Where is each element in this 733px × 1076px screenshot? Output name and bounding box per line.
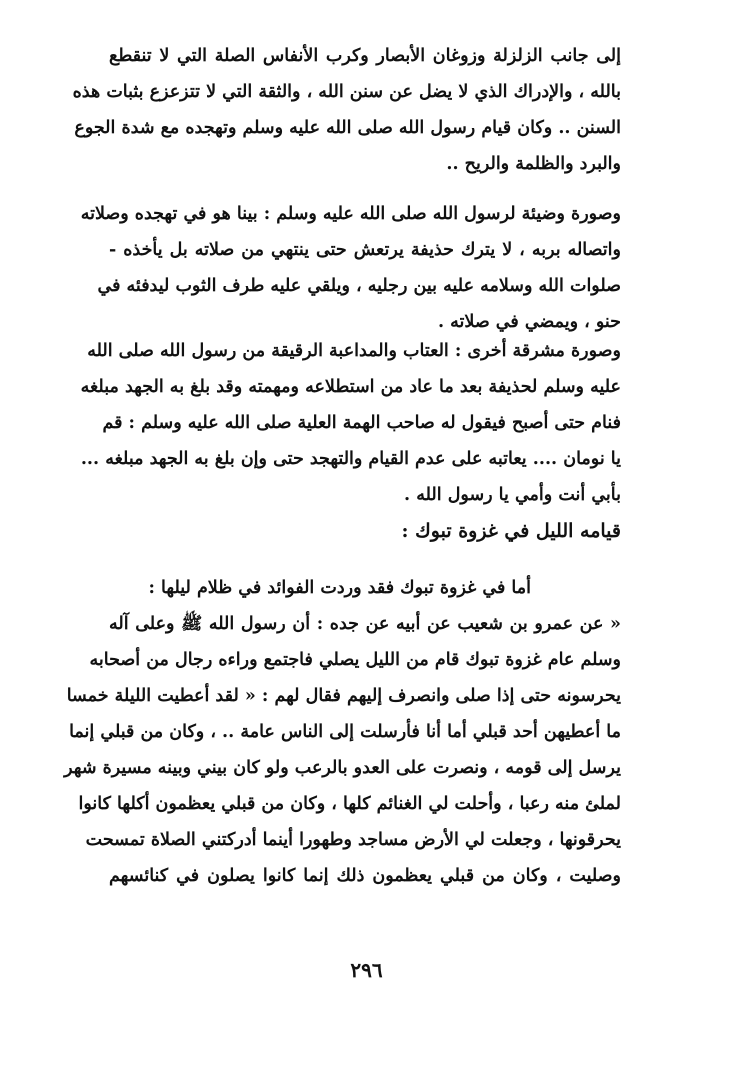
- text-line: حنو ، ويمضي في صلاته .: [437, 312, 621, 332]
- text-line: يحرقونها ، وجعلت لي الأرض مساجد وطهورا أينما أدركتني الصلاة تمسحت: [85, 830, 621, 850]
- section-heading: قيامه الليل في غزوة تبوك :: [401, 520, 621, 542]
- paragraph-3: [80, 333, 621, 513]
- page-number: ٢٩٦: [350, 958, 383, 982]
- text-line: يحرسونه حتى إذا صلى وانصرف إليهم فقال لهم : « لقد أعطيت الليلة خمسا: [66, 686, 621, 706]
- text-line: وصورة وضيئة لرسول الله صلى الله عليه وسلم : بينا هو في تهجده وصلاته: [80, 204, 621, 224]
- text-line: صلوات الله وسلامه عليه بين رجليه ، ويلقي عليه طرف الثوب ليدفئه في: [97, 276, 621, 296]
- paragraph-1: [72, 38, 621, 182]
- text-line: إلى جانب الزلزلة وزوغان الأبصار وكرب الأنفاس الصلة التي لا تنقطع: [109, 46, 621, 66]
- text-line: بأبي أنت وأمي يا رسول الله .: [404, 485, 621, 505]
- text-line: والبرد والظلمة والريح ..: [446, 154, 621, 174]
- text-line: وسلم عام غزوة تبوك قام من الليل يصلي فاجتمع وراءه رجال من أصحابه: [89, 650, 621, 670]
- text-line: أما في غزوة تبوك فقد وردت الفوائد في ظلام ليلها :: [148, 578, 531, 598]
- text-line: عليه وسلم لحذيفة بعد ما عاد من استطلاعه ومهمته وقد بلغ به الجهد مبلغه: [80, 377, 621, 397]
- text-line: يا نومان .... يعاتبه على عدم القيام والتهجد حتى وإن بلغ به الجهد مبلغه ...: [80, 449, 621, 469]
- paragraph-4: [64, 570, 621, 894]
- text-line: وصورة مشرقة أخرى : العتاب والمداعبة الرقيقة من رسول الله صلى الله: [87, 341, 621, 361]
- text-line: « عن عمرو بن شعيب عن أبيه عن جده : أن رسول الله ﷺ وعلى آله: [109, 614, 621, 634]
- text-line: واتصاله بربه ، لا يترك حذيفة يرتعش حتى ينتهي من صلاته بل يأخذه -: [109, 240, 621, 260]
- text-line: لملئ منه رعبا ، وأحلت لي الغنائم كلها ، وكان من قبلي يعظمون أكلها كانوا: [78, 794, 621, 814]
- text-line: فنام حتى أصبح فيقول له صاحب الهمة العلية صلى الله عليه وسلم : قم: [102, 413, 621, 433]
- text-line: بالله ، والإدراك الذي لا يضل عن سنن الله ، والثقة التي لا تتزعزع بثبات هذه: [72, 82, 621, 102]
- text-line: ما أعطيهن أحد قبلي أما أنا فأرسلت إلى الناس عامة .. ، وكان من قبلي إنما: [69, 722, 621, 742]
- text-line: السنن .. وكان قيام رسول الله صلى الله عليه وسلم وتهجده مع شدة الجوع: [74, 118, 621, 138]
- paragraph-2: [80, 196, 621, 340]
- text-line: يرسل إلى قومه ، ونصرت على العدو بالرعب ولو كان بيني وبينه مسيرة شهر: [64, 758, 621, 778]
- text-line: وصليت ، وكان من قبلي يعظمون ذلك إنما كانوا يصلون في كنائسهم: [109, 866, 621, 886]
